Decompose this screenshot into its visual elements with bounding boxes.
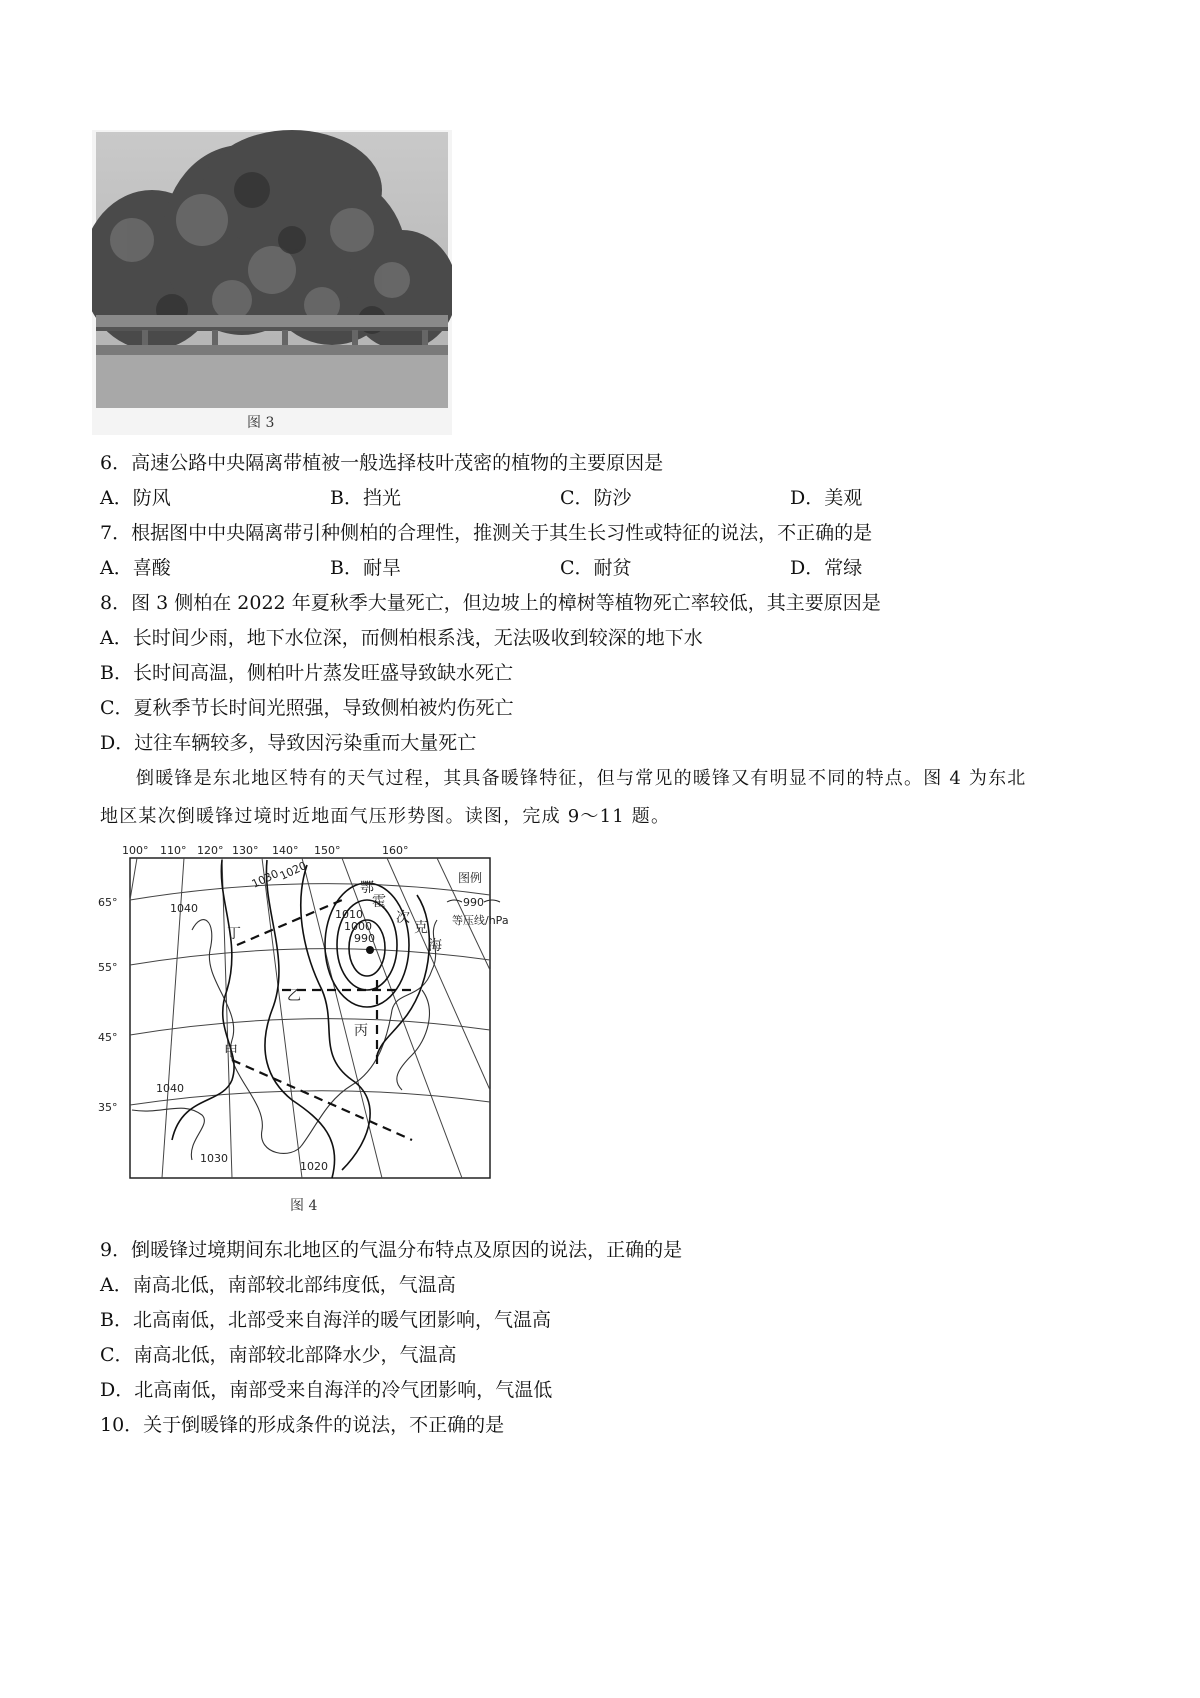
question-9-stem: 9．倒暖锋过境期间东北地区的气温分布特点及原因的说法，正确的是 <box>100 1239 683 1261</box>
isobar-label: 1020 <box>277 859 309 883</box>
isobar-label: 1030 <box>249 867 281 891</box>
intro-line-2: 地区某次倒暖锋过境时近地面气压形势图。读图，完成 9～11 题。 <box>100 806 671 827</box>
lat-label: 45° <box>98 1031 118 1044</box>
question-6-option-a: A．防风 <box>100 487 171 509</box>
pressure-map <box>92 840 542 1185</box>
figure-3-caption: 图 3 <box>247 415 275 431</box>
figure-4 <box>92 840 542 1225</box>
isobar-label: 1040 <box>156 1082 184 1095</box>
point-label-bing: 丙 <box>354 1023 368 1039</box>
lon-label: 100° <box>122 844 149 857</box>
intro-paragraph <box>100 760 1100 836</box>
question-9-option-c: C．南高北低，南部较北部降水少，气温高 <box>100 1344 457 1366</box>
question-8-option-a: A．长时间少雨，地下水位深，而侧柏根系浅，无法吸收到较深的地下水 <box>100 627 703 649</box>
question-7-option-a: A．喜酸 <box>100 557 171 579</box>
lat-label: 35° <box>98 1101 118 1114</box>
sea-name-char: 鄂 <box>360 880 374 896</box>
legend-isobar-sample-right <box>484 900 500 902</box>
question-6-option-d: D．美观 <box>790 487 863 509</box>
question-10-stem: 10．关于倒暖锋的形成条件的说法，不正确的是 <box>100 1414 505 1436</box>
isobar-label: 1020 <box>300 1160 328 1173</box>
question-6-option-c: C．防沙 <box>560 487 632 509</box>
isobar-label: 1030 <box>200 1152 228 1165</box>
lon-label: 120° <box>197 844 224 857</box>
isobar-label: 1040 <box>170 902 198 915</box>
question-8-option-d: D．过往车辆较多，导致因污染重而大量死亡 <box>100 732 477 754</box>
lon-label: 150° <box>314 844 341 857</box>
legend-title: 图例 <box>458 871 483 885</box>
lon-label: 130° <box>232 844 259 857</box>
question-7-stem: 7．根据图中中央隔离带引种侧柏的合理性，推测关于其生长习性或特征的说法，不正确的是 <box>100 522 873 544</box>
point-label-jia: 甲 <box>224 1044 238 1060</box>
sea-name-char: 海 <box>428 938 442 954</box>
sea-name-char: 霍 <box>372 894 386 910</box>
sea-name-char: 次 <box>396 910 410 926</box>
legend-isobar-sample-left <box>447 900 462 902</box>
question-7-option-b: B．耐旱 <box>330 557 401 579</box>
figure-4-caption: 图 4 <box>290 1198 318 1214</box>
isobar-label: 990 <box>354 932 375 945</box>
question-9-option-a: A．南高北低，南部较北部纬度低，气温高 <box>100 1274 456 1296</box>
point-label-ding: 丁 <box>227 926 241 942</box>
question-7-option-d: D．常绿 <box>790 557 863 579</box>
legend-label: 等压线/hPa <box>452 914 509 927</box>
lon-label: 160° <box>382 844 409 857</box>
question-9-option-d: D．北高南低，南部受来自海洋的冷气团影响，气温低 <box>100 1379 553 1401</box>
intro-line-1: 倒暖锋是东北地区特有的天气过程，其具备暖锋特征，但与常见的暖锋又有明显不同的特点。图 4 为东北 <box>136 768 1027 789</box>
lon-label: 110° <box>160 844 187 857</box>
question-8-option-c: C．夏秋季节长时间光照强，导致侧柏被灼伤死亡 <box>100 697 514 719</box>
lon-label: 140° <box>272 844 299 857</box>
isobar-label: 1000 <box>344 920 372 933</box>
figure-3 <box>92 130 452 435</box>
question-6-option-b: B．挡光 <box>330 487 401 509</box>
sea-name-char: 克 <box>414 920 428 936</box>
roadside-vegetation-photo <box>92 130 452 410</box>
question-7-option-c: C．耐贫 <box>560 557 632 579</box>
isobar-label: 1010 <box>335 908 363 921</box>
question-9-option-b: B．北高南低，北部受来自海洋的暖气团影响，气温高 <box>100 1309 551 1331</box>
question-6-stem: 6．高速公路中央隔离带植被一般选择枝叶茂密的植物的主要原因是 <box>100 452 664 474</box>
question-8-stem: 8．图 3 侧柏在 2022 年夏秋季大量死亡，但边坡上的樟树等植物死亡率较低，其主要原因是 <box>100 592 881 614</box>
lat-label: 55° <box>98 961 118 974</box>
point-label-yi: 乙 <box>287 988 301 1004</box>
question-8-option-b: B．长时间高温，侧柏叶片蒸发旺盛导致缺水死亡 <box>100 662 513 684</box>
lat-label: 65° <box>98 896 118 909</box>
legend-sample: 990 <box>463 896 484 909</box>
